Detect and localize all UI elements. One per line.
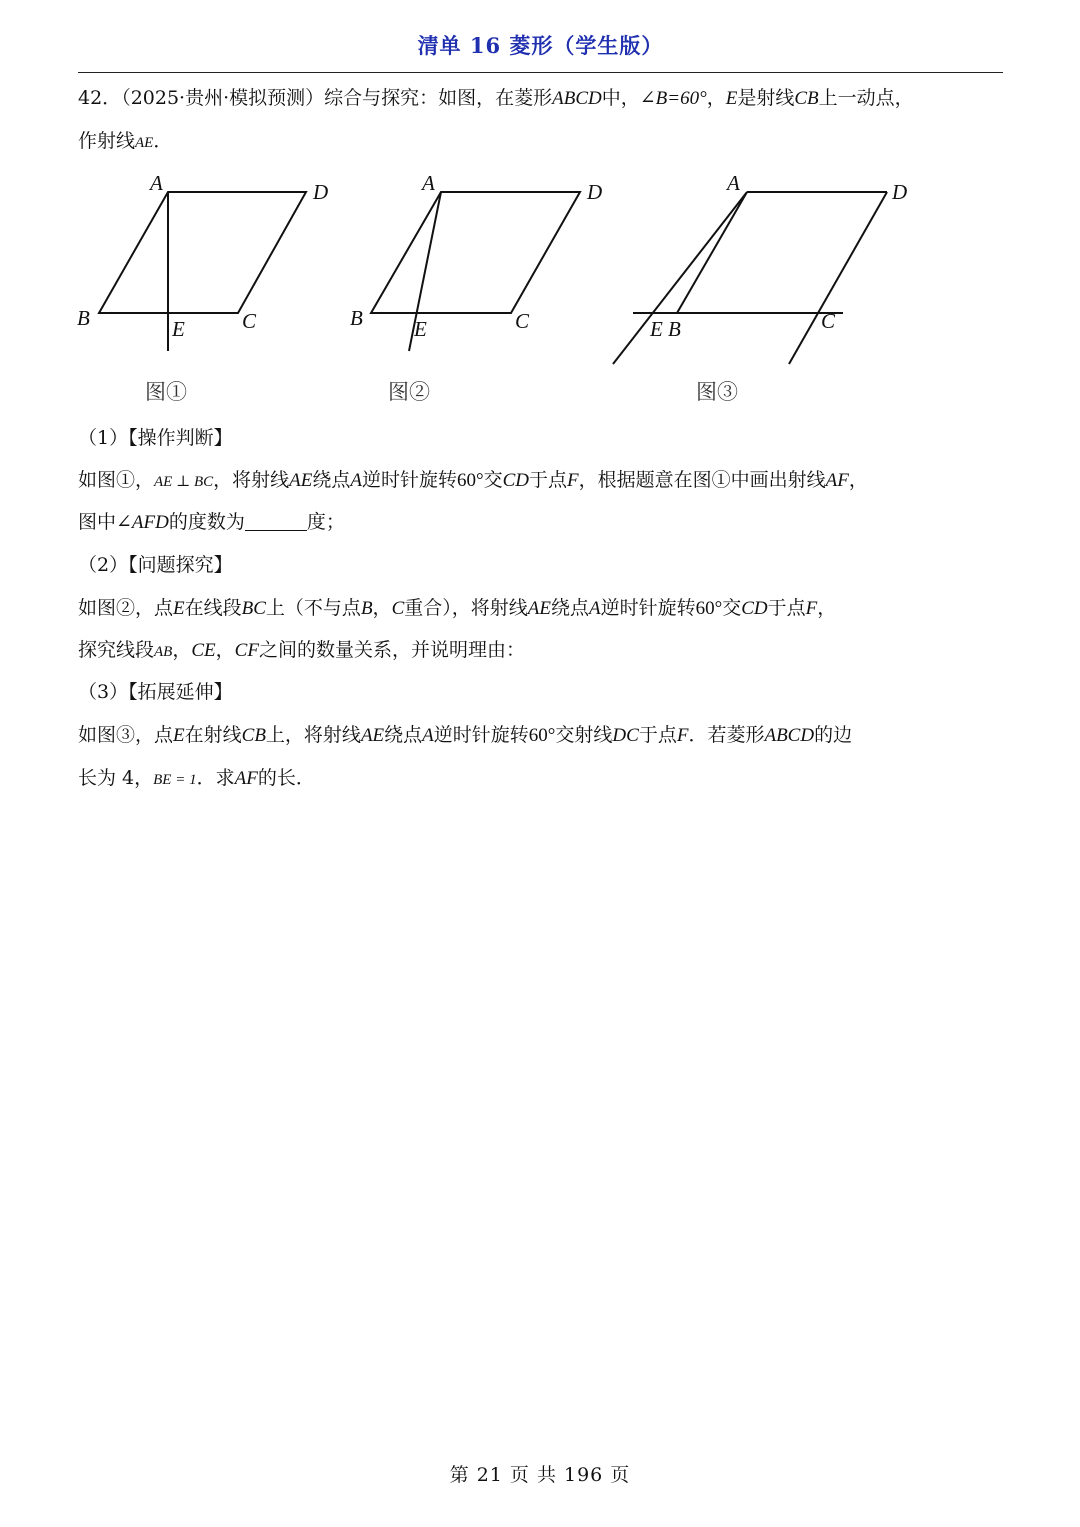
problem-intro-line-1: 42．（2025·贵州·模拟预测）综合与探究：如图，在菱形ABCD中，∠B=60°，E是射线CB上一动点，	[78, 87, 914, 109]
fig2-label-e: E	[414, 317, 427, 341]
part1-heading: （1）【操作判断】	[78, 427, 233, 449]
fig1-label-c: C	[242, 309, 257, 333]
fig1-label-a: A	[150, 171, 163, 195]
header-divider	[78, 72, 1003, 73]
part3-line-1: 如图③，点E在射线CB上，将射线AE绕点A逆时针旋转60°交射线DC于点F．若菱形ABCD的边	[78, 724, 853, 746]
figure-2-caption: 图②	[388, 380, 430, 404]
fig3-label-d: D	[892, 180, 908, 204]
fig1-rhombus	[99, 192, 306, 313]
fig3-side-dc-ray	[789, 192, 887, 364]
fig3-label-c: C	[821, 309, 836, 333]
part2-line-2: 探究线段AB，CE，CF之间的数量关系，并说明理由：	[78, 639, 525, 661]
fig3-label-e: E	[650, 317, 663, 341]
figure-2-diagram	[345, 170, 615, 360]
fig2-rhombus	[371, 192, 580, 313]
figure-1-caption: 图①	[145, 380, 187, 404]
fig2-label-d: D	[587, 180, 603, 204]
fig2-label-a: A	[422, 171, 435, 195]
part1-line-1: 如图①，AE ⊥ BC，将射线AE绕点A逆时针旋转60°交CD于点F，根据题意在图①中画出射线AF，	[78, 469, 868, 491]
fig2-label-b: B	[350, 306, 363, 330]
part1-line-2: 图中∠AFD的度数为 度；	[78, 511, 345, 533]
problem-number: 42．	[78, 87, 122, 109]
part2-heading: （2）【问题探究】	[78, 554, 233, 576]
fig3-side-ab	[677, 192, 747, 313]
problem-intro-line-2: 作射线AE．	[78, 130, 173, 152]
part3-line-2: 长为 4，BE = 1．求AF的长．	[78, 767, 315, 789]
fig1-label-e: E	[172, 317, 185, 341]
fig1-label-d: D	[313, 180, 329, 204]
part2-line-1: 如图②，点E在线段BC上（不与点B，C重合），将射线AE绕点A逆时针旋转60°交CD于点F，	[78, 597, 837, 619]
fig3-label-a: A	[727, 171, 740, 195]
part1-answer-blank	[245, 512, 307, 531]
fig2-label-c: C	[515, 309, 530, 333]
page-footer: 第 21 页 共 196 页	[449, 1464, 631, 1486]
fig3-label-b: B	[668, 317, 681, 341]
figure-3-diagram	[605, 170, 915, 370]
problem-source: （2025·贵州·模拟预测）	[121, 87, 325, 109]
part3-heading: （3）【拓展延伸】	[78, 681, 233, 703]
figure-1-diagram	[70, 170, 340, 360]
page-header-title: 清单 16 菱形（学生版）	[417, 33, 664, 58]
figure-3-caption: 图③	[696, 380, 738, 404]
fig1-label-b: B	[77, 306, 90, 330]
